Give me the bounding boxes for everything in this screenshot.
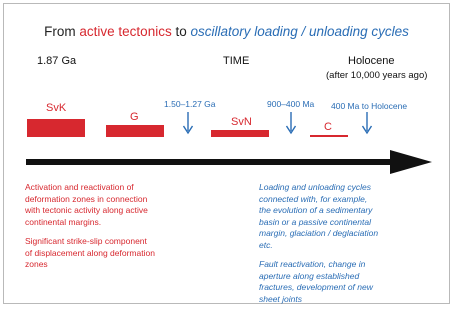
active-tectonics-description <box>25 182 155 279</box>
age-label-900-400-ma: 900–400 Ma <box>267 99 315 109</box>
right-text-line: margin, glaciation / deglaciation <box>259 228 379 238</box>
left-text-line: with tectonic activity along active <box>25 205 148 215</box>
left-text-line: of displacement along deformation <box>25 247 155 258</box>
event-label-c: C <box>324 121 332 133</box>
age-label-1500-1270-ga: 1.50–1.27 Ga <box>164 99 216 109</box>
time-label: TIME <box>223 55 250 67</box>
right-text-line: etc. <box>259 239 273 250</box>
left-text-line: zones <box>25 259 48 269</box>
title-part-to: to <box>171 24 191 39</box>
holocene-sublabel: (after 10,000 years ago) <box>326 70 428 81</box>
holocene-label: Holocene <box>348 55 395 67</box>
title-active-tectonics: active tectonics <box>79 24 172 39</box>
loading-cycles-description <box>259 182 378 313</box>
figure-frame <box>3 3 450 304</box>
left-text-line: continental margins. <box>25 216 102 227</box>
start-age-label: 1.87 Ga <box>37 55 77 67</box>
right-text-line: Fault reactivation, change in <box>259 259 366 269</box>
right-text-line: the evolution of a sedimentary <box>259 205 373 215</box>
event-label-svk: SvK <box>46 102 67 114</box>
right-text-line: sheet joints <box>259 293 302 304</box>
right-text-line: connected with, for example, <box>259 193 368 204</box>
right-text-line: fractures, development of new <box>259 282 373 292</box>
right-text-line: aperture along established <box>259 270 360 281</box>
right-text-line: Loading and unloading cycles <box>259 182 372 192</box>
left-text-line: deformation zones in connection <box>25 193 148 204</box>
title-oscillatory-cycles: oscillatory loading / unloading cycles <box>190 24 409 39</box>
age-label-400-ma-holocene: 400 Ma to Holocene <box>331 101 408 111</box>
left-text-line: Activation and reactivation of <box>25 182 134 192</box>
event-label-svn: SvN <box>231 116 252 128</box>
left-text-line: Significant strike-slip component <box>25 236 147 246</box>
title-part-from: From <box>44 24 80 39</box>
event-label-g: G <box>130 111 139 123</box>
right-text-line: basin or a passive continental <box>259 216 371 227</box>
